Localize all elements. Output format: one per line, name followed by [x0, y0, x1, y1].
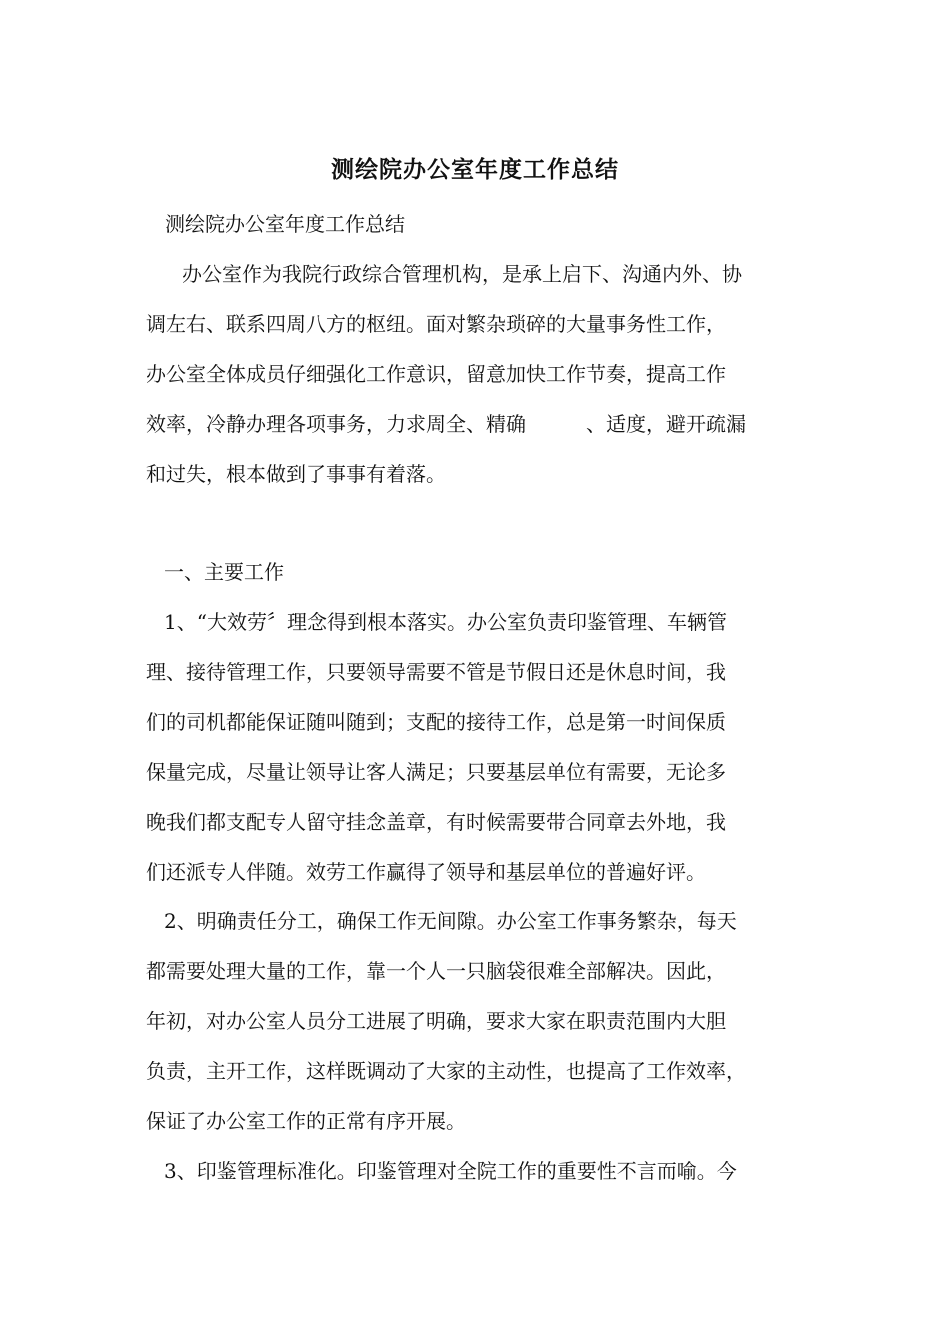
paragraph-line: [146, 399, 826, 449]
paragraph-line: 2、明确责任分工，确保工作无间隙。办公室工作事务繁杂，每天: [164, 909, 737, 933]
paragraph-line: 理、接待管理工作，只要领导需要不管是节假日还是休息时间，我: [146, 660, 726, 684]
paragraph-line: 负责，主开工作，这样既调动了大家的主动性，也提高了工作效率，: [146, 1059, 746, 1083]
work-item-3: [146, 1146, 826, 1196]
paragraph-line: 都需要处理大量的工作，靠一个人一只脑袋很难全部解决。因此，: [146, 959, 726, 983]
document-title: 测绘院办公室年度工作总结: [331, 156, 619, 183]
paragraph-line: 和过失，根本做到了事事有着落。: [146, 462, 446, 486]
work-item-2: [146, 896, 826, 1146]
section-heading: [146, 547, 826, 597]
paragraph-line: 晚我们都支配专人留守挂念盖章，有时候需要带合同章去外地，我: [146, 810, 726, 834]
paragraph-line: 保量完成，尽量让领导让客人满足；只要基层单位有需要，无论多: [146, 760, 726, 784]
work-item-1: [146, 597, 826, 897]
paragraph-line: 保证了办公室工作的正常有序开展。: [146, 1109, 466, 1133]
paragraph-line: 年初，对办公室人员分工进展了明确，要求大家在职责范围内大胆: [146, 1009, 726, 1033]
paragraph-line-part: 、适度，避开疏漏: [586, 412, 746, 436]
section-heading-text: 一、主要工作: [164, 560, 284, 584]
document-subtitle: 测绘院办公室年度工作总结: [165, 212, 405, 236]
paragraph-line: 办公室作为我院行政综合管理机构，是承上启下、沟通内外、协: [182, 262, 742, 286]
paragraph-line: 调左右、联系四周八方的枢纽。面对繁杂琐碎的大量事务性工作，: [146, 312, 726, 336]
paragraph-line: 办公室全体成员仔细强化工作意识，留意加快工作节奏，提高工作: [146, 362, 726, 386]
intro-paragraph: [146, 249, 826, 499]
paragraph-line: 们还派专人伴随。效劳工作赢得了领导和基层单位的普遍好评。: [146, 860, 706, 884]
paragraph-line: 1、“大效劳〞理念得到根本落实。办公室负责印鉴管理、车辆管: [164, 610, 727, 634]
paragraph-line: 3、印鉴管理标准化。印鉴管理对全院工作的重要性不言而喻。今: [164, 1159, 737, 1183]
paragraph-line-part: 效率，冷静办理各项事务，力求周全、精确: [146, 412, 526, 436]
paragraph-line: 们的司机都能保证随叫随到；支配的接待工作，总是第一时间保质: [146, 710, 726, 734]
